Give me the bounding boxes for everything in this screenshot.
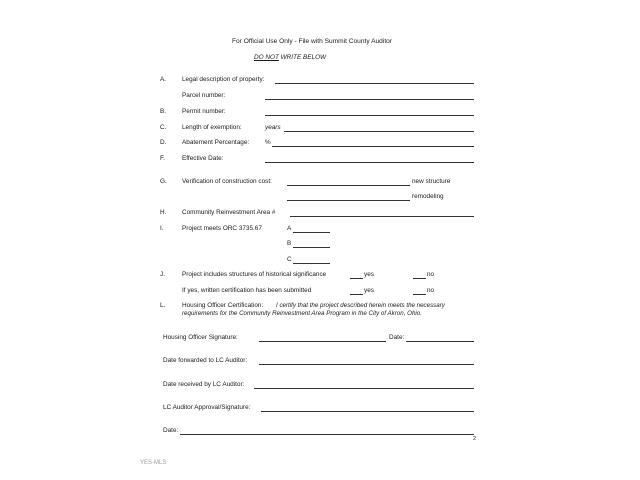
reinvestment-area-line[interactable] — [290, 216, 474, 217]
item-i-letter: I. — [160, 225, 164, 232]
length-of-exemption-line[interactable] — [284, 131, 474, 132]
mls-watermark: YES-MLS — [140, 460, 167, 466]
historical-yes-text: yes — [364, 271, 374, 278]
orc-b-line[interactable] — [293, 247, 330, 248]
item-a-letter: A. — [160, 76, 167, 83]
historical-yes-line[interactable] — [350, 278, 363, 279]
item-g-letter: G. — [160, 178, 167, 185]
historical-no-text: no — [427, 271, 435, 278]
housing-officer-signature-label: Housing Officer Signature: — [163, 334, 238, 341]
item-c-letter: C. — [160, 124, 167, 131]
orc-label: Project meets ORC 3735.67 — [182, 225, 262, 232]
parcel-number-line[interactable] — [265, 99, 474, 100]
permit-number-label: Permit number: — [182, 108, 226, 115]
certification-statement-line2: requirements for the Community Reinvestment Area Program in the City of Akron, Ohio. — [182, 310, 422, 317]
officer-date-line[interactable] — [406, 341, 474, 342]
construction-cost-label: Verification of construction cost: — [182, 178, 272, 185]
auditor-approval-label: LC Auditor Approval/Signature: — [163, 404, 251, 411]
orc-a-line[interactable] — [293, 232, 330, 233]
abatement-percentage-label: Abatement Percentage: — [182, 139, 250, 146]
date-received-label: Date received by LC Auditor: — [163, 381, 245, 388]
item-h-letter: H. — [160, 209, 167, 216]
orc-c-line[interactable] — [293, 263, 330, 264]
effective-date-label: Effective Date: — [182, 155, 224, 162]
certification-no-line[interactable] — [413, 294, 426, 295]
certification-statement-line1: I certify that the project described herein meets the necessary — [276, 302, 445, 309]
length-of-exemption-label: Length of exemption: — [182, 124, 242, 131]
years-text: years — [265, 124, 281, 131]
effective-date-line[interactable] — [265, 162, 474, 163]
date-forwarded-label: Date forwarded to LC Auditor: — [163, 357, 248, 364]
certification-yes-text: yes — [364, 287, 374, 294]
housing-officer-certification-label: Housing Officer Certification: — [182, 302, 264, 309]
item-j-letter: J. — [160, 271, 165, 278]
certification-yes-line[interactable] — [350, 294, 363, 295]
housing-officer-signature-line[interactable] — [259, 341, 386, 342]
do-not-text: DO NOT — [254, 54, 279, 61]
historical-no-line[interactable] — [413, 278, 426, 279]
page-number: 2 — [473, 436, 477, 442]
form-title: For Official Use Only - File with Summit County Auditor — [232, 38, 393, 45]
item-b-letter: B. — [160, 108, 167, 115]
orc-c-label: C — [287, 256, 292, 263]
orc-b-label: B — [287, 240, 292, 247]
officer-date-label: Date: — [389, 334, 405, 341]
new-structure-text: new structure — [412, 178, 451, 185]
date-received-line[interactable] — [254, 388, 474, 389]
item-l-letter: L. — [160, 302, 166, 309]
final-date-line[interactable] — [180, 434, 474, 435]
item-f-letter: F. — [160, 155, 165, 162]
auditor-approval-line[interactable] — [261, 411, 474, 412]
remodeling-text: remodeling — [412, 193, 444, 200]
legal-description-label: Legal description of property: — [182, 76, 265, 83]
certification-no-text: no — [427, 287, 435, 294]
new-structure-line[interactable] — [287, 185, 410, 186]
historical-significance-label: Project includes structures of historical significance — [182, 271, 327, 278]
reinvestment-area-label: Community Reinvestment Area # — [182, 209, 276, 216]
written-certification-label: If yes, written certification has been submitted — [182, 287, 312, 294]
abatement-percentage-line[interactable] — [272, 146, 474, 147]
orc-a-label: A — [287, 225, 292, 232]
do-not-write-below — [254, 54, 326, 62]
remodeling-line[interactable] — [287, 200, 410, 201]
write-below-text: WRITE BELOW — [278, 54, 327, 61]
date-forwarded-line[interactable] — [259, 364, 474, 365]
item-d-letter: D. — [160, 139, 167, 146]
percent-sign: % — [265, 139, 271, 146]
final-date-label: Date: — [163, 427, 179, 434]
permit-number-line[interactable] — [265, 115, 474, 116]
legal-description-line[interactable] — [275, 83, 474, 84]
parcel-number-label: Parcel number: — [182, 92, 226, 99]
